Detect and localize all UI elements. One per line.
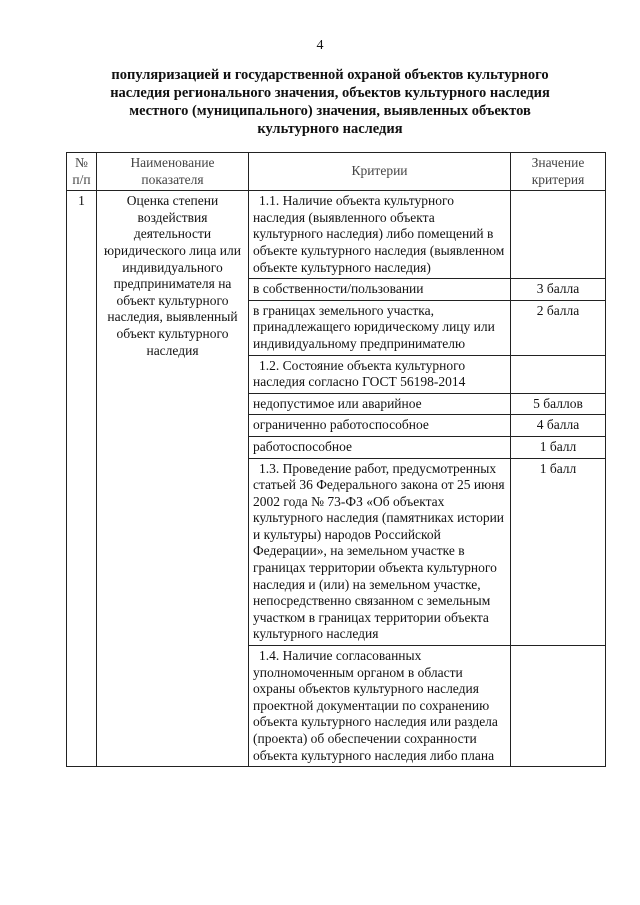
heading-line: наследия регионального значения, объектов культурного наследия (110, 85, 550, 101)
criterion-option: недопустимое или аварийное (249, 393, 511, 415)
criterion-option: в собственности/пользовании (249, 279, 511, 301)
criterion-value: 4 балла (511, 415, 606, 437)
table-header-row (67, 153, 606, 191)
criterion-heading: 1.4. Наличие согласованных уполномоченным органом в области охраны объектов культурного наследия проектной документации по сохранению объекта культурного наследия или раздела (проекта) об обеспечении сохранности объекта культурного наследия либо плана (249, 646, 511, 767)
indicator-name: Оценка степени воздействия деятельности юридического лица или индивидуального предпринимателя на объект культурного наследия, выявленный объект культурного наследия (97, 191, 249, 767)
page-number: 4 (316, 38, 324, 53)
heading-line: местного (муниципального) значения, выявленных объектов (129, 103, 531, 119)
criterion-value (511, 646, 606, 767)
criterion-option: в границах земельного участка, принадлежащего юридическому лицу или индивидуальному предпринимателю (249, 300, 511, 355)
criteria-table (66, 152, 606, 767)
header-indicator-name: Наименование показателя (97, 153, 249, 191)
criterion-heading: 1.1. Наличие объекта культурного наследия (выявленного объекта культурного наследия) либо помещений в объекте культурного наследия (выявленном объекте культурного наследия) (249, 191, 511, 279)
criterion-value: 2 балла (511, 300, 606, 355)
criterion-option: работоспособное (249, 436, 511, 458)
criterion-value (511, 191, 606, 279)
criterion-heading: 1.2. Состояние объекта культурного наследия согласно ГОСТ 56198-2014 (249, 355, 511, 393)
criterion-value: 1 балл (511, 458, 606, 646)
heading-line: популяризацией и государственной охраной объектов культурного (111, 67, 549, 83)
criterion-value: 1 балл (511, 436, 606, 458)
header-criteria: Критерии (249, 153, 511, 191)
criterion-value: 5 баллов (511, 393, 606, 415)
section-heading (60, 66, 600, 138)
criteria-body (67, 191, 606, 767)
criterion-heading: 1.3. Проведение работ, предусмотренных статьей 36 Федерального закона от 25 июня 2002 года № 73-ФЗ «Об объектах культурного наследия (памятниках истории и культуры) народов Российской Федерации», на земельном участке в границах территории объекта культурного наследия и (или) на земельном участке, непосредственно связанном с земельным участком в границах территории объекта культурного наследия (249, 458, 511, 646)
table-row (67, 191, 606, 279)
row-number: 1 (67, 191, 97, 767)
criterion-value: 3 балла (511, 279, 606, 301)
criterion-value (511, 355, 606, 393)
heading-line: культурного наследия (257, 121, 403, 137)
criterion-option: ограниченно работоспособное (249, 415, 511, 437)
header-number: № п/п (67, 153, 97, 191)
header-criterion-value: Значение критерия (511, 153, 606, 191)
